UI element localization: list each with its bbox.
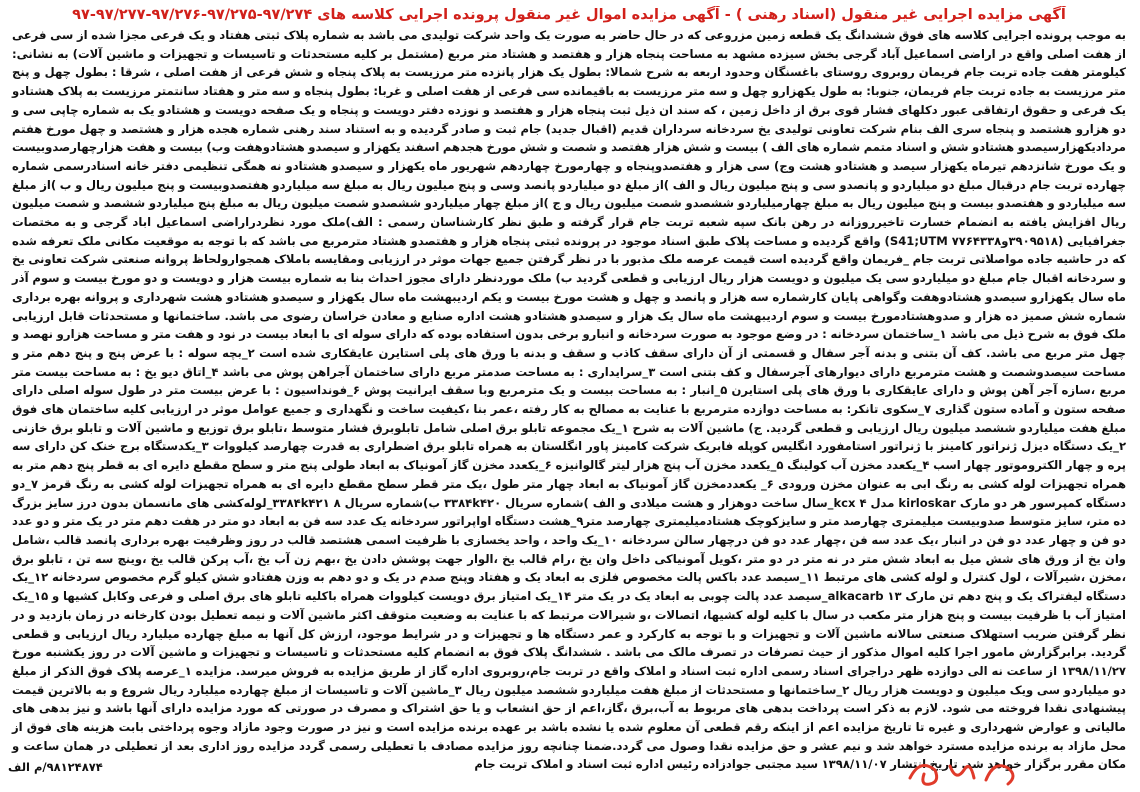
- notice-body: به موجب پرونده اجرایی کلاسه های فوق ششدانگ یک قطعه زمین مزروعی که در حال حاضر به صورت یک واحد شرکت تولیدی می باشد به شماره پلاک ثبتی هفتاد و یک فرعی مجزا شده از سی فرعی از هفت اصلی واقع در اراضی اسماعیل آباد گرجی بخش سیزده مشهد به مساحت پنجاه هزار و هفتصد و هشتاد متر مربع (مشتمل بر کلیه مستحدثات و تاسیسات و تجهیزات و ماشین آلات) به نشانی: کیلومتر هفت جاده تربت جام فریمان روبروی روستای باغسنگان وحدود اربعه به شرح شمالا: بطول یک هزار پانزده متر مرزیست به پلاک پنجاه و شش فرعی از هفت اصلی ، شرقا : بطول چهل و پنج متر مرزیست به جاده تربت جام فریمان، جنوبا: به طول یکهزارو چهل و سه متر مرزیست به باقیمانده سی فرعی از هفت اصلی و غربا: بطول پنجاه و سه متر و هفتاد سانتمتر مرزیست به پلاک هشتادو یک فرعی و حقوق ارتفاقی عبور دکلهای فشار قوی برق از داخل زمین ، که سند ان ذیل ثبت پنجاه هزار و هفتصد و نوزده دفتر دویست و پنجاه و یک صفحه دویست و هشتادو یک به شماره چاپی سی و دو هزارو هشتصد و پنجاه سری الف بنام شرکت تعاونی تولیدی یخ سردخانه سرداران قدیم (اقبال جدید) جام ثبت و صادر گردیده و به استناد سند رهنی شماره هجده هزار و هشتصد و چهل مورخ هفتم مردادیکهزارسیصدو هشتادو شش و اسناد متمم شماره های الف ) بیست و شش هزار هفتصد و شصت و شش مورخ هجدهم اسفند یکهزار و سیصدو هشتادوهفت وب) بیست و هفت هزارچهارصدوبیست و یک مورخ شانزدهم تیرماه یکهزار سیصد و هشتادو هشت وج) سی هزار و هفتصدوپنجاه و چهارمورخ چهاردهم شهریور ماه یکهزار و سیصدو هشتادو نه همگی تنظیمی دفتر خانه اسنادرسمی شماره چهارده تربت جام درقبال مبلغ دو میلیاردو و پانصدو سی و پنج میلیون ریال و الف )از مبلغ دو میلیاردو پانصد وسی و پنج میلیون ریال به مبلغ سه میلیاردو هفتصدوبیست و پنج میلیون ریال و ب )از مبلغ سه میلیاردو و هفتصدو بیست و پنج میلیون ریال به مبلغ چهارمیلیاردو ششصدو شصت میلیون ریال و ج )از مبلغ چهار میلیاردو ششصدو شصت میلیون ریال به مبلغ پنج میلیاردو ششصد و شصت میلیون ریال افزایش یافته به انضمام خسارت تاخیرروزانه در رهن بانک سپه شعبه تربت جام قرار گرفته و طبق نظر کارشناسان رسمی : الف)ملک مورد نظردراراضی اسماعیل اباد گرجی و به مختصات جغرافیایی (۳۹۰۹۵۱۸و۷۷۶۴۳۳۸ S41;UTM) واقع گردیده و مساحت پلاک طبق اسناد موجود در پرونده ثبتی پنجاه هزار و هفتصدو هشتاد مترمربع می باشد که با توجه به موقعیت مکانی ملک تعرفه شده که در حاشیه جاده مواصلاتی تربت جام _فریمان واقع گردیده است قیمت عرصه ملک مذبور با در نظر گرفتن جمیع جهات موثر در ارزیابی ومقایسه باملاک همجوارولحاظ پروانه صنعتی شرکت تعاونی یخ و سردخانه اقبال جام مبلغ دو میلیاردو سی یک میلیون و دویست هزار ریال ارزیابی و قطعی گردید ب) ملک موردنظر دارای مجوز احداث بنا به شماره بیست هزار و دویست و دو مورخ بیست و سوم آذر ماه سال یکهزارو سیصدو هشتادوهفت وگواهی پایان کارشماره سه هزار و پانصد و چهل و هشت مورخ بیست و یکم اردیبهشت ماه سال یکهزار و سیصدو هشتادو هشت شهرداری و پروانه بهره برداری شماره شش صمیز ده هزار و صدوهشتادمورخ بیست و سوم اردیبهشت ماه سال یک هزار و سیصدو هشتادو هشت اداره صنایع و معادن خراسان رضوی می باشد. ساختمانها و مستحدثات قابل ارزیابی ملک فوق به شرح ذیل می باشد ۱_ساختمان سردخانه : در وضع موجود به صورت سردخانه و انبارو برخی بدون استفاده بوده که دارای سوله ای با ابعاد بیست در نود و هفت متر و مساحت هزارو نهصد و چهل متر مربع می باشد. کف آن بتنی و بدنه آجر سفال و قسمتی از آن دارای سقف کاذب و سقف و بدنه با ورق های پلی استایرن عایقکاری شده است ۲_بچه سوله : با عرض پنج و پنج دهم متر و مساحت سیصدوشصت و هشت مترمربع دارای دیوارهای آجرسفال و کف بتنی است ۳_سرایداری : به مساحت صدمتر مربع دارای ساختمان آجراهن پوش می باشد ۴_اتاق دیو یخ : به مساحت بیست متر مربع ،سازه آجر آهن پوش و دارای عایقکاری با ورق های پلی استایرن ۵_انبار : به مساحت بیست و یک مترمربع وبا سقف ایرانیت پوش ۶_فونداسیون : با عرض بیست متر در طول سوله اصلی دارای صفحه ستون و آماده ستون گذاری ۷_سکوی تانکر: به مساحت دوازده مترمربع با عنایت به مصالح به کار رفته ،عمر بنا ،کیفیت ساخت و نگهداری و جمیع عوامل موثر در ارزیابی کلیه ساختمان های فوق مبلغ هفت میلیاردو ششصد میلیون ریال ارزیابی و قطعی گردید. ج) ماشین آلات به شرح ۱_یک مجموعه تابلو برق اصلی شامل تابلوبرق فشار متوسط ،تابلو برق توزیع و ماشین آلات و تابلو برق خازنی ۲_یک دستگاه دیزل ژنراتور کامینز با ژنراتور استامفورد انگلیس کوپله فابریک شرکت کامینز پاور انگلستان به همراه تابلو برق اضطراری به قدرت چهارصد کیلووات ۳_یکدستگاه برج خنک کن دارای سه پره و چهار الکتروموتور چهار اسب ۴_یکعدد مخزن آب کولینگ ۵_یکعدد مخزن آب پنج هزار لیتر گالوانیزه ۶_یکعدد مخزن گاز آمونیاک به ابعاد طولی پنج متر و سطح مقطع دایره ای به قطر پنج دهم متر به همراه تجهیزات لوله کشی به رنگ ابی به عنوان مخزن ورودی ۶_ یکعددمخزن گاز آمونیاک به ابعاد چهار متر طول ،یک متر قطر سطح مقطع دایره ای به همراه تجهیزات لوله کشی به رنگ قرمز ۷_دو دستگاه کمپرسور هر دو مارک kirloskar مدل kcx ۴_سال ساخت دوهزار و هشت میلادی و الف )شماره سریال ۳۳۸۴k۴۲۰ ب)شماره سریال ۳۳۸۴k۴۲۱ ۸_لوله‌کشی های مانسمان بدون درز سایز بزرگ ده متر، سایز متوسط صدوبیست میلیمتری چهارصد متر و سایزکوچک هشتادمیلیمتری چهارصد متر۹_هشت دستگاه اواپراتور سردخانه یک عدد سه فن به ابعاد دو متر در هفت دهم متر در یک متر و دو عدد دو فن و چهار عدد دو فن در انبار ،یک عدد سه فن ،چهار عدد دو فن درچهار سالن سردخانه ۱۰_یک واحد ، واحد یخسازی با ظرفیت اسمی هشتصد قالب در روز وظرفیت بهره برداری پانصد قالب ،شامل وان یخ از ورق های شش میل به ابعاد شش متر در نه متر در دو متر ،کویل آمونیاکی داخل وان یخ ،رام قالب یخ ،الوار جهت پوشش دادن یخ ،بهم زن آب یخ ،آب پرکن قالب یخ ،وینچ سه تن ، تابلو برق ،مخزن ،شیرآلات ، لول کنترل و لوله کشی های مرتبط ۱۱_سیصد عدد باکس پالت مخصوص فلزی به ابعاد یک و هفتاد وپنج صدم در یک و دو دهم به وزن هفتادو شش کیلو گرم مخصوص سردخانه ۱۲_یک دستگاه لیفتراک یک و پنج دهم تن مارک alkacarb ۱۳_سیصد عدد پالت چوبی به ابعاد یک در یک متر ۱۴_یک امتیاز برق دویست کیلووات همراه باکلیه تابلو های برق اصلی و فرعی وکابل کشیها و ۱۵_یک امتیاز آب با ظرفیت بیست و پنج هزار متر مکعب در سال با کلیه لوله کشیها، اتصالات ،و شیرالات مرتبط که با عنایت به وضعیت متوقف اکثر ماشین آلات و نیمه تعطیل بودن کارخانه در زمان بازدید و در نظر گرفتن ضریب استهلاک صنعتی سالانه ماشین آلات و تجهیزات و با توجه به کارکرد و عمر دستگاه ها و تجهیزات و در شرایط موجود، ارزش کل آنها به مبلغ چهارده میلیارد ریال ارزیابی و قطعی گردید. برابرگزارش مامور اجرا کلیه اموال مذکور از حیث تصرفات در تصرف مالک می باشد . ششدانگ پلاک فوق به انضمام کلیه مستحدثات و تاسیسات و تجهیزات و ماشین آلات در روز یکشنبه مورخ ۱۳۹۸/۱۱/۲۷ از ساعت نه الی دوازده ظهر دراجرای اسناد رسمی اداره ثبت اسناد و املاک واقع در تربت جام،روبروی اداره گاز از طریق مزایده به فروش میرسد. مزایده ۱_عرصه پلاک فوق الذکر از مبلغ دو میلیاردو سی ویک میلیون و دویست هزار ریال ۲_ساختمانها و مستحدثات از مبلغ هفت میلیاردو ششصد میلیون ریال ۳_ماشین آلات و تاسیسات از مبلغ چهارده میلیارد ریال شروع و به بالاترین قیمت پیشنهادی نقدا فروخته می شود. لازم به ذکر است پرداخت بدهی های مربوط به آب،برق ،گاز،اعم از حق انشعاب و یا حق اشتراک و مصرف در صورتی که مورد مزایده دارای آنها باشد و نیز بدهی های مالیاتی و عوارض شهرداری و غیره تا تاریخ مزایده اعم از اینکه رقم قطعی آن معلوم شده یا نشده باشد بر عهده برنده مزایده است و نیز در صورت وجود مازاد وجوه پرداختی بابت هزینه های فوق از محل مازاد به برنده مزایده مسترد خواهد شد و نیم عشر و حق مزایده نقدا وصول می گردد.ضمنا چنانچه روز مزایده مصادف با تعطیلی رسمی گردد مزایده روز اداری بعد از تعطیلی در همان ساعت و مکان مقرر برگزار خواهد شد. تاریخ انتشار ۱۳۹۸/۱۱/۰۷ سید مجتبی جوادزاده رئیس اداره ثبت اسناد و املاک تربت جام: [11, 28, 1127, 772]
- notice-title: آگهی مزایده اجرایی غیر منقول (اسناد رهنی ) - آگهی مزایده اموال غیر منقول پرونده اجرایی کلاسه های ۹۷/۲۷۴-۹۷/۲۷۵-۹۷/۲۷۶-۹۷/۲۷۷-۹۷: [72, 7, 1066, 23]
- tracking-code: ۹۸۱۲۴۸۷۴/م الف: [8, 760, 103, 774]
- auction-notice: [8, 6, 1132, 786]
- handwritten-mark: [890, 748, 1040, 792]
